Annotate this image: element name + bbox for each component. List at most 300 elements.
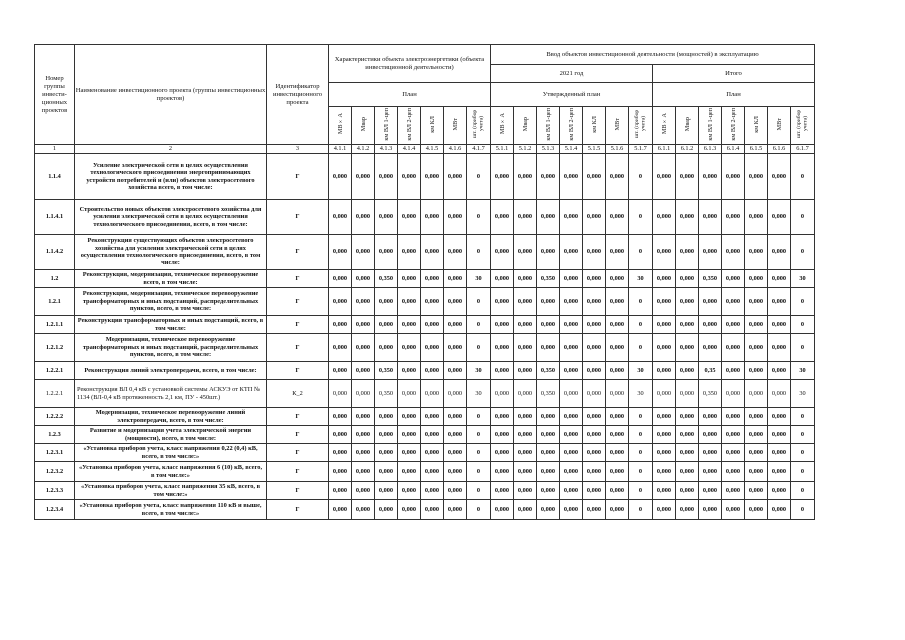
- value-cell: 0,000: [722, 500, 745, 520]
- header-year: 2021 год: [491, 65, 653, 83]
- value-cell: 0,000: [653, 500, 676, 520]
- column-number: 4.1.2: [352, 145, 375, 154]
- value-cell: 0,000: [745, 334, 768, 362]
- project-id-cell: К_2: [267, 380, 329, 408]
- value-cell: 0,000: [583, 362, 606, 380]
- unit-header: [352, 107, 375, 145]
- unit-label: км ВЛ 1-цеп: [382, 107, 390, 141]
- value-cell: 0: [791, 154, 815, 200]
- value-cell: 0,000: [722, 380, 745, 408]
- value-cell: 0,000: [606, 270, 629, 288]
- column-number: 6.1.4: [722, 145, 745, 154]
- project-number-cell: 1.1.4.2: [35, 235, 75, 270]
- value-cell: 0,000: [745, 408, 768, 426]
- value-cell: 0,000: [537, 408, 560, 426]
- unit-label: МВ×А: [336, 113, 344, 135]
- value-cell: 0: [629, 500, 653, 520]
- value-cell: 0,000: [676, 334, 699, 362]
- value-cell: 0,350: [537, 270, 560, 288]
- value-cell: 0,000: [606, 408, 629, 426]
- value-cell: 0,000: [491, 444, 514, 462]
- unit-header: [444, 107, 467, 145]
- value-cell: 0,000: [491, 482, 514, 500]
- value-cell: 0,000: [676, 444, 699, 462]
- unit-label: км ВЛ 2-цеп: [567, 107, 575, 141]
- project-id-cell: Г: [267, 408, 329, 426]
- value-cell: 0,000: [329, 426, 352, 444]
- value-cell: 0,000: [329, 200, 352, 235]
- project-number-cell: 1.2.3.2: [35, 462, 75, 482]
- value-cell: 0,000: [606, 316, 629, 334]
- project-name-cell: Развитие и модернизация учета электрической энергии (мощности), всего, в том числе:: [75, 426, 267, 444]
- value-cell: 0: [791, 316, 815, 334]
- value-cell: 0,000: [560, 462, 583, 482]
- value-cell: 0,000: [699, 334, 722, 362]
- value-cell: 0,000: [329, 270, 352, 288]
- value-cell: 0,000: [514, 482, 537, 500]
- value-cell: 0,000: [768, 288, 791, 316]
- project-name-cell: Реконструкция существующих объектов электросетевого хозяйства для усиления электрической сети в целях осуществления технологического присоединения, всего, в том числе:: [75, 235, 267, 270]
- project-id-cell: Г: [267, 316, 329, 334]
- value-cell: 0,000: [768, 408, 791, 426]
- value-cell: 0,000: [537, 426, 560, 444]
- column-number: 6.1.1: [653, 145, 676, 154]
- value-cell: 0,000: [514, 362, 537, 380]
- value-cell: 0,000: [768, 462, 791, 482]
- value-cell: 0,000: [606, 235, 629, 270]
- column-number: 5.1.2: [514, 145, 537, 154]
- value-cell: 0,000: [653, 408, 676, 426]
- unit-label: МВт: [775, 117, 783, 131]
- value-cell: 0,000: [352, 362, 375, 380]
- value-cell: 0: [791, 408, 815, 426]
- unit-header: [537, 107, 560, 145]
- value-cell: 0,000: [653, 154, 676, 200]
- value-cell: 0,000: [444, 270, 467, 288]
- header-total: Итого: [653, 65, 815, 83]
- value-cell: 0,000: [768, 482, 791, 500]
- project-id-cell: Г: [267, 200, 329, 235]
- column-number: 4.1.4: [398, 145, 421, 154]
- value-cell: 0,000: [375, 316, 398, 334]
- value-cell: 0,000: [768, 316, 791, 334]
- value-cell: 0,350: [537, 380, 560, 408]
- header-commissioning: Ввод объектов инвестиционной деятельности (мощностей) в эксплуатацию: [491, 45, 815, 65]
- header-plan-total: План: [653, 83, 815, 107]
- value-cell: 0,000: [514, 200, 537, 235]
- value-cell: 0,000: [560, 288, 583, 316]
- value-cell: 0,000: [583, 288, 606, 316]
- header-number: Номер группы инвести-ционных проектов: [35, 45, 75, 145]
- value-cell: 0,000: [375, 408, 398, 426]
- value-cell: 0,000: [514, 270, 537, 288]
- value-cell: 30: [629, 270, 653, 288]
- value-cell: 0,000: [352, 380, 375, 408]
- unit-header: [629, 107, 653, 145]
- value-cell: 0: [467, 288, 491, 316]
- value-cell: 0,000: [421, 334, 444, 362]
- value-cell: 0,000: [375, 200, 398, 235]
- table-row: [35, 426, 815, 444]
- value-cell: 0: [629, 462, 653, 482]
- value-cell: 0,000: [745, 235, 768, 270]
- value-cell: 0,000: [560, 270, 583, 288]
- value-cell: 0,000: [676, 482, 699, 500]
- table-row: [35, 462, 815, 482]
- project-name-cell: Усиление электрической сети в целях осуществления технологического присоединения энергопринимающих устройств потребителей и (или) объектов электросетевого хозяйства всего, в том числе:: [75, 154, 267, 200]
- value-cell: 0,000: [398, 200, 421, 235]
- table-row: [35, 500, 815, 520]
- value-cell: 0: [629, 482, 653, 500]
- value-cell: 0,000: [560, 316, 583, 334]
- value-cell: 0,000: [398, 444, 421, 462]
- value-cell: 0,000: [491, 334, 514, 362]
- value-cell: 0,000: [398, 408, 421, 426]
- value-cell: 0,000: [421, 380, 444, 408]
- unit-label: МВт: [613, 117, 621, 131]
- value-cell: 0,000: [745, 316, 768, 334]
- value-cell: 0,000: [491, 500, 514, 520]
- value-cell: 0,000: [676, 316, 699, 334]
- value-cell: 0,000: [699, 462, 722, 482]
- value-cell: 0,000: [352, 462, 375, 482]
- value-cell: 0,000: [491, 316, 514, 334]
- value-cell: 0,000: [606, 482, 629, 500]
- investment-table: [34, 44, 815, 520]
- value-cell: 0,000: [560, 334, 583, 362]
- value-cell: 0,000: [375, 500, 398, 520]
- unit-label: км КЛ: [590, 115, 598, 133]
- project-number-cell: 1.2.2.2: [35, 408, 75, 426]
- value-cell: 0,000: [398, 426, 421, 444]
- value-cell: 0: [629, 426, 653, 444]
- value-cell: 0,000: [722, 316, 745, 334]
- value-cell: 0,000: [699, 500, 722, 520]
- value-cell: 0,000: [676, 270, 699, 288]
- unit-header: [421, 107, 444, 145]
- project-name-cell: Модернизация, техническое перевооружение линий электропередачи, всего, в том числе:: [75, 408, 267, 426]
- value-cell: 0,000: [699, 200, 722, 235]
- value-cell: 0,000: [421, 408, 444, 426]
- value-cell: 0,000: [722, 426, 745, 444]
- column-number: 6.1.5: [745, 145, 768, 154]
- column-number: 1: [35, 145, 75, 154]
- project-name-cell: Реконструкция, модернизация, техническое перевооружение всего, в том числе:: [75, 270, 267, 288]
- value-cell: 0,000: [560, 235, 583, 270]
- table-row: [35, 362, 815, 380]
- project-name-cell: «Установка приборов учета, класс напряжения 110 кВ и выше, всего, в том числе:»: [75, 500, 267, 520]
- column-number: 4.1.7: [467, 145, 491, 154]
- value-cell: 0,000: [722, 444, 745, 462]
- value-cell: 0,000: [722, 408, 745, 426]
- column-number: 6.1.6: [768, 145, 791, 154]
- value-cell: 0,000: [444, 316, 467, 334]
- value-cell: 0,000: [444, 462, 467, 482]
- project-id-cell: Г: [267, 462, 329, 482]
- value-cell: 0,000: [699, 408, 722, 426]
- value-cell: 0,350: [375, 270, 398, 288]
- value-cell: 0,000: [444, 200, 467, 235]
- value-cell: 0: [791, 235, 815, 270]
- value-cell: 0: [467, 200, 491, 235]
- value-cell: 0,000: [606, 334, 629, 362]
- value-cell: 0,000: [722, 154, 745, 200]
- value-cell: 0,000: [398, 462, 421, 482]
- value-cell: 0,000: [514, 444, 537, 462]
- value-cell: 0,000: [352, 482, 375, 500]
- column-number: 4.1.5: [421, 145, 444, 154]
- value-cell: 0,000: [444, 426, 467, 444]
- unit-label: км КЛ: [428, 115, 436, 133]
- value-cell: 0,000: [537, 444, 560, 462]
- value-cell: 0,000: [421, 200, 444, 235]
- project-id-cell: Г: [267, 426, 329, 444]
- value-cell: 0,000: [514, 334, 537, 362]
- project-name-cell: Модернизация, техническое перевооружение трансформаторных и иных подстанций, распределительных пунктов, всего, в том числе:: [75, 334, 267, 362]
- value-cell: 0,000: [491, 235, 514, 270]
- column-number: 4.1.1: [329, 145, 352, 154]
- value-cell: 0,000: [421, 270, 444, 288]
- unit-header: [329, 107, 352, 145]
- value-cell: 0: [467, 334, 491, 362]
- value-cell: 0,000: [653, 200, 676, 235]
- value-cell: 0,000: [653, 444, 676, 462]
- value-cell: 0,000: [583, 235, 606, 270]
- project-number-cell: 1.2.1.2: [35, 334, 75, 362]
- value-cell: 0,000: [653, 462, 676, 482]
- value-cell: 0,000: [768, 380, 791, 408]
- value-cell: 0,000: [653, 270, 676, 288]
- value-cell: 0,000: [560, 482, 583, 500]
- value-cell: 0: [791, 462, 815, 482]
- value-cell: 0,000: [676, 362, 699, 380]
- project-id-cell: Г: [267, 482, 329, 500]
- value-cell: 0,000: [653, 380, 676, 408]
- value-cell: 0,000: [699, 154, 722, 200]
- project-number-cell: 1.1.4.1: [35, 200, 75, 235]
- unit-label: Мвар: [683, 116, 691, 132]
- project-id-cell: Г: [267, 288, 329, 316]
- project-name-cell: Реконструкция ВЛ 0,4 кВ с установкой системы АСКУЭ от КТП № 1134 (ВЛ-0,4 кВ протяженность 2,1 км, ПУ - 450шт.): [75, 380, 267, 408]
- value-cell: 0,000: [537, 482, 560, 500]
- column-number: 6.1.3: [699, 145, 722, 154]
- value-cell: 0,000: [699, 235, 722, 270]
- value-cell: 0,000: [398, 362, 421, 380]
- unit-header: [606, 107, 629, 145]
- value-cell: 0,000: [352, 426, 375, 444]
- value-cell: 0,000: [745, 380, 768, 408]
- value-cell: 0,350: [375, 362, 398, 380]
- project-name-cell: «Установка приборов учета, класс напряжения 6 (10) кВ, всего, в том числе:»: [75, 462, 267, 482]
- value-cell: 0,000: [768, 270, 791, 288]
- value-cell: 0,000: [560, 426, 583, 444]
- value-cell: 0,000: [745, 200, 768, 235]
- project-number-cell: 1.2: [35, 270, 75, 288]
- value-cell: 0,000: [745, 270, 768, 288]
- value-cell: 30: [629, 362, 653, 380]
- table-row: [35, 380, 815, 408]
- unit-header: [491, 107, 514, 145]
- value-cell: 0,000: [606, 362, 629, 380]
- value-cell: 0,000: [583, 200, 606, 235]
- value-cell: 0,000: [699, 482, 722, 500]
- value-cell: 0,000: [560, 154, 583, 200]
- header-approved-plan: Утвержденный план: [491, 83, 653, 107]
- value-cell: 0,000: [745, 154, 768, 200]
- value-cell: 0,350: [699, 380, 722, 408]
- value-cell: 0,000: [583, 462, 606, 482]
- column-number: 6.1.7: [791, 145, 815, 154]
- value-cell: 0,000: [444, 500, 467, 520]
- project-number-cell: 1.2.2.1: [35, 362, 75, 380]
- value-cell: 0,35: [699, 362, 722, 380]
- value-cell: 0,000: [329, 288, 352, 316]
- value-cell: 0,000: [352, 235, 375, 270]
- value-cell: 0: [629, 200, 653, 235]
- value-cell: 0,000: [421, 154, 444, 200]
- value-cell: 0,000: [699, 426, 722, 444]
- value-cell: 0,000: [722, 462, 745, 482]
- table-row: [35, 235, 815, 270]
- project-id-cell: Г: [267, 362, 329, 380]
- project-name-cell: Реконструкция трансформаторных и иных подстанций, всего, в том числе:: [75, 316, 267, 334]
- value-cell: 0,000: [514, 426, 537, 444]
- value-cell: 0,000: [606, 154, 629, 200]
- value-cell: 0,000: [398, 316, 421, 334]
- value-cell: 0,000: [421, 444, 444, 462]
- value-cell: 0,000: [583, 270, 606, 288]
- project-name-cell: «Установка приборов учета, класс напряжения 35 кВ, всего, в том числе:»: [75, 482, 267, 500]
- unit-header: [745, 107, 768, 145]
- value-cell: 0,000: [329, 235, 352, 270]
- value-cell: 0,000: [699, 316, 722, 334]
- value-cell: 0,000: [329, 334, 352, 362]
- value-cell: 0,000: [606, 462, 629, 482]
- unit-label: МВт: [451, 117, 459, 131]
- value-cell: 0: [791, 334, 815, 362]
- value-cell: 0,000: [491, 408, 514, 426]
- value-cell: 0,000: [722, 235, 745, 270]
- value-cell: 30: [791, 270, 815, 288]
- column-number: 5.1.1: [491, 145, 514, 154]
- value-cell: 0,000: [421, 482, 444, 500]
- value-cell: 0,000: [768, 426, 791, 444]
- unit-header: [791, 107, 815, 145]
- value-cell: 0,000: [583, 316, 606, 334]
- project-id-cell: Г: [267, 334, 329, 362]
- table-row: [35, 482, 815, 500]
- unit-header: [375, 107, 398, 145]
- column-number: 5.1.6: [606, 145, 629, 154]
- value-cell: 0,000: [606, 380, 629, 408]
- value-cell: 0: [629, 235, 653, 270]
- project-number-cell: 1.2.1.1: [35, 316, 75, 334]
- value-cell: 0,000: [329, 500, 352, 520]
- value-cell: 0,000: [745, 362, 768, 380]
- value-cell: 0,000: [699, 288, 722, 316]
- project-id-cell: Г: [267, 270, 329, 288]
- unit-header: [514, 107, 537, 145]
- column-number: 6.1.2: [676, 145, 699, 154]
- value-cell: 0,000: [444, 362, 467, 380]
- value-cell: 0,000: [722, 270, 745, 288]
- value-cell: 0,000: [514, 288, 537, 316]
- value-cell: 0,000: [352, 500, 375, 520]
- value-cell: 0,000: [676, 380, 699, 408]
- column-number: 5.1.4: [560, 145, 583, 154]
- value-cell: 0,000: [722, 482, 745, 500]
- unit-label: шт. (прибор учета): [796, 109, 809, 139]
- project-name-cell: Реконструкция линий электропередачи, всего, в том числе:: [75, 362, 267, 380]
- value-cell: 0: [629, 408, 653, 426]
- table-row: [35, 408, 815, 426]
- project-id-cell: Г: [267, 444, 329, 462]
- header-plan: План: [329, 83, 491, 107]
- value-cell: 0,000: [514, 316, 537, 334]
- value-cell: 0: [467, 426, 491, 444]
- unit-header: [467, 107, 491, 145]
- value-cell: 0,000: [375, 154, 398, 200]
- project-number-cell: 1.2.2.1: [35, 380, 75, 408]
- value-cell: 0,000: [352, 316, 375, 334]
- unit-label: Мвар: [359, 116, 367, 132]
- value-cell: 0,000: [722, 288, 745, 316]
- column-number: 5.1.7: [629, 145, 653, 154]
- value-cell: 0: [791, 444, 815, 462]
- value-cell: 0,000: [444, 444, 467, 462]
- value-cell: 0,000: [398, 154, 421, 200]
- value-cell: 0,000: [421, 362, 444, 380]
- project-name-cell: Реконструкция, модернизация, техническое перевооружение трансформаторных и иных подстанций, распределительных пунктов, всего, в том числе:: [75, 288, 267, 316]
- column-number: 3: [267, 145, 329, 154]
- value-cell: 0,000: [398, 380, 421, 408]
- project-number-cell: 1.1.4: [35, 154, 75, 200]
- value-cell: 30: [467, 380, 491, 408]
- value-cell: 0,000: [514, 408, 537, 426]
- value-cell: 0,000: [583, 500, 606, 520]
- value-cell: 0,000: [329, 380, 352, 408]
- value-cell: 0,000: [375, 235, 398, 270]
- value-cell: 0,000: [537, 316, 560, 334]
- column-number: 2: [75, 145, 267, 154]
- unit-label: км ВЛ 1-цеп: [706, 107, 714, 141]
- project-number-cell: 1.2.3.1: [35, 444, 75, 462]
- value-cell: 0: [467, 154, 491, 200]
- unit-header: [676, 107, 699, 145]
- unit-header: [699, 107, 722, 145]
- unit-header: [722, 107, 745, 145]
- value-cell: 0,000: [398, 500, 421, 520]
- value-cell: 0,000: [329, 154, 352, 200]
- value-cell: 0,000: [768, 362, 791, 380]
- value-cell: 0,000: [352, 444, 375, 462]
- project-name-cell: «Установка приборов учета, класс напряжения 0,22 (0,4) кВ, всего, в том числе:»: [75, 444, 267, 462]
- value-cell: 0,000: [560, 408, 583, 426]
- unit-label: МВ×А: [498, 113, 506, 135]
- value-cell: 0,000: [745, 444, 768, 462]
- value-cell: 0: [791, 500, 815, 520]
- value-cell: 0,000: [491, 362, 514, 380]
- value-cell: 0,000: [375, 482, 398, 500]
- value-cell: 0,000: [768, 200, 791, 235]
- value-cell: 30: [629, 380, 653, 408]
- value-cell: 0,000: [560, 362, 583, 380]
- header-characteristics: Характеристики объекта электроэнергетики (объекта инвестиционной деятельности): [329, 45, 491, 83]
- value-cell: 0,000: [722, 200, 745, 235]
- value-cell: 0: [629, 444, 653, 462]
- value-cell: 0: [629, 334, 653, 362]
- value-cell: 0,000: [537, 462, 560, 482]
